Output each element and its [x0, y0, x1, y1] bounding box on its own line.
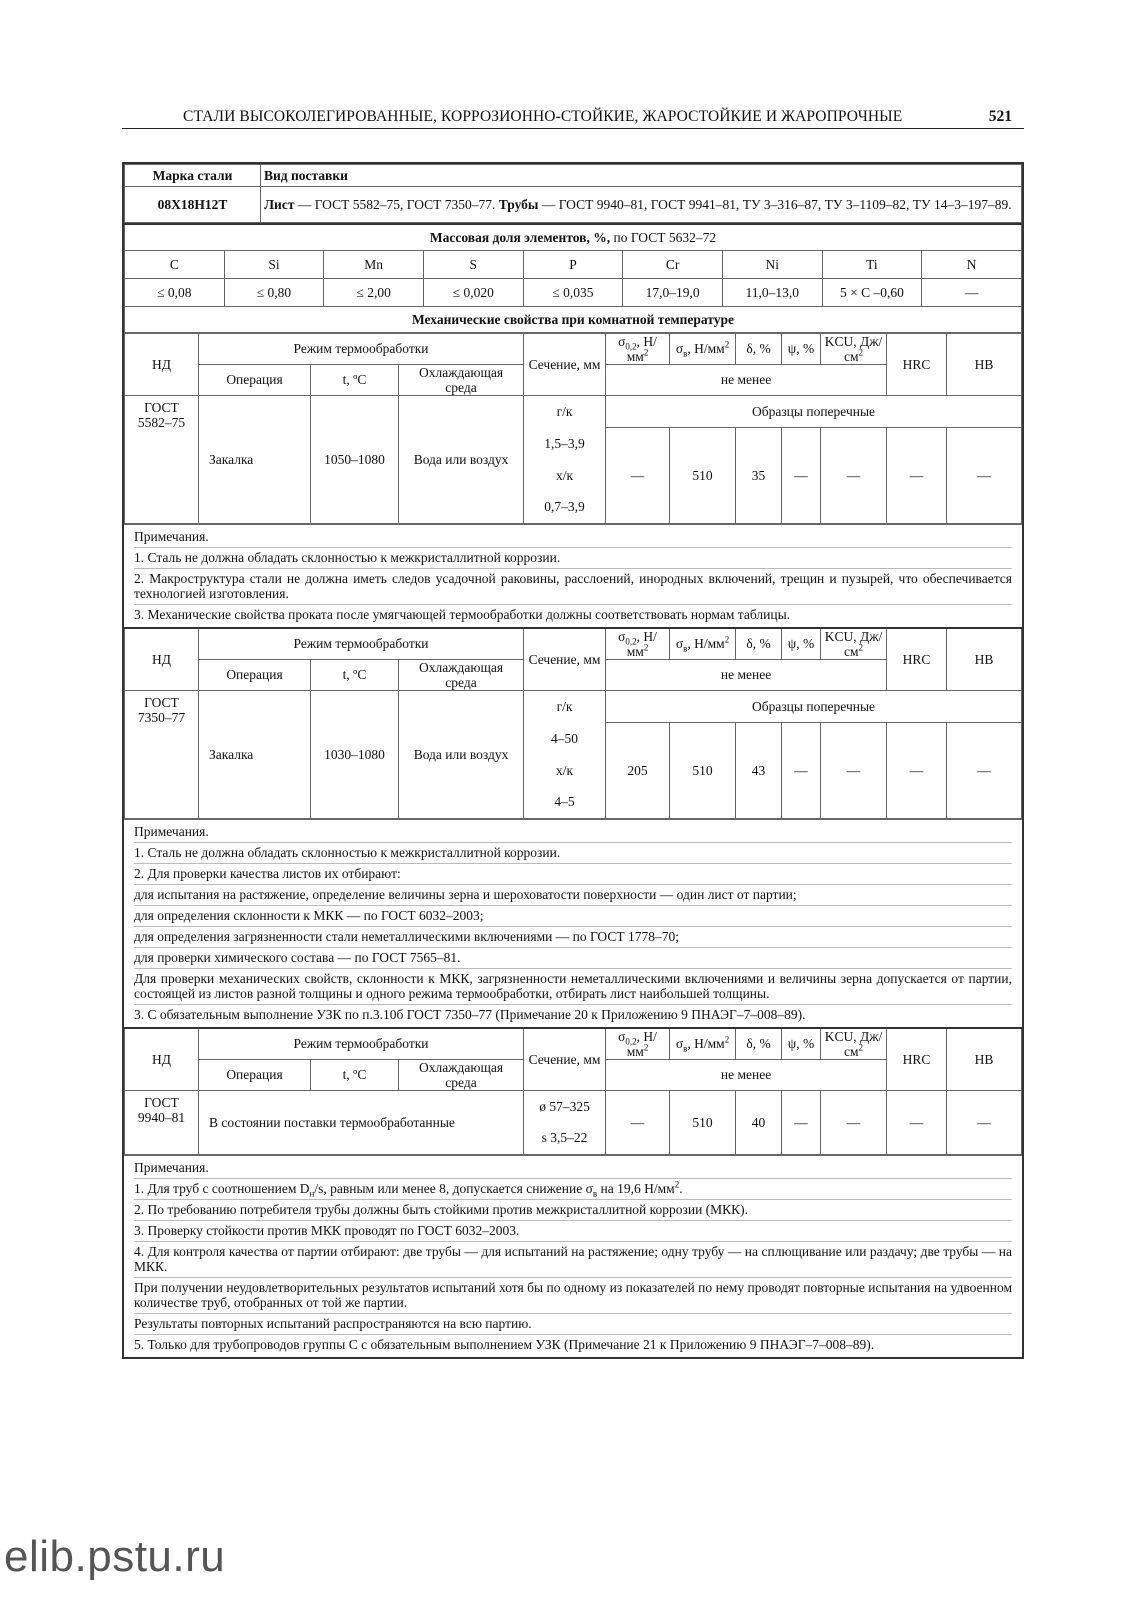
- value-delta: 43: [736, 722, 782, 818]
- nd-value: ГОСТ 9940–81: [125, 1090, 199, 1154]
- supply-label: Вид поставки: [261, 165, 1022, 187]
- col-hrc: HRC: [887, 1028, 947, 1091]
- t-value: 1030–1080: [311, 690, 399, 818]
- note-line: для определения склонности к МКК — по ГОСТ 6032–2003;: [134, 906, 1012, 927]
- col-psi: ψ, %: [782, 333, 821, 364]
- element-cell: C: [125, 250, 225, 278]
- value-kcu: —: [821, 1090, 887, 1154]
- col-cool: Охлаждающая среда: [399, 659, 524, 690]
- col-cool: Охлаждающая среда: [399, 1059, 524, 1090]
- section-value: г/к: [524, 690, 606, 722]
- section-value: ø 57–325: [524, 1090, 606, 1122]
- col-psi: ψ, %: [782, 1028, 821, 1060]
- section-value: г/к: [524, 395, 606, 427]
- note-line: для испытания на растяжение, определение величины зерна и шероховатости поверхности — один лист от партии;: [134, 885, 1012, 906]
- element-cell: Mn: [324, 250, 424, 278]
- section-value: 4–5: [524, 786, 606, 818]
- cool-value: Вода или воздух: [399, 690, 524, 818]
- col-nd: НД: [125, 1028, 199, 1091]
- col-mode: Режим термообработки: [199, 628, 524, 660]
- value-psi: —: [782, 722, 821, 818]
- op-value: Закалка: [199, 690, 311, 818]
- col-nomin: не менее: [606, 364, 887, 395]
- col-t: t, ºC: [311, 1059, 399, 1090]
- notes-5582: [124, 524, 1022, 627]
- element-cell: S: [423, 250, 523, 278]
- value-psi: —: [782, 1090, 821, 1154]
- chem-values-row: [125, 278, 1022, 306]
- value-cell: ≤ 0,035: [523, 278, 623, 306]
- col-sb: $\sigma_в$, $Н/мм^2$: [670, 333, 736, 364]
- grade-value: 08Х18Н12Т: [125, 187, 261, 223]
- note-line: 1. Для труб с соотношением $D_н/s$, равным или менее 8, допускается снижение $\sigma_в$ на 19,6 $Н/мм^2$.: [134, 1179, 1012, 1200]
- value-sb: 510: [670, 722, 736, 818]
- watermark: elib.pstu.ru: [4, 1532, 226, 1581]
- col-nomin: не менее: [606, 1059, 887, 1090]
- note-line: 2. По требованию потребителя трубы должны быть стойкими против межкристаллитной коррозии (МКК).: [134, 1200, 1012, 1221]
- section-value: х/к: [524, 754, 606, 786]
- col-op: Операция: [199, 659, 311, 690]
- col-s02: $\sigma_{0,2}$, $Н/мм^2$: [606, 333, 670, 364]
- section-value: х/к: [524, 459, 606, 491]
- grade-table: [124, 164, 1022, 223]
- col-kcu: KCU, $Дж/см^2$: [821, 628, 887, 660]
- steel-datasheet: [122, 162, 1024, 1359]
- col-hb: НВ: [947, 1028, 1022, 1091]
- note-line: Примечания.: [134, 527, 1012, 548]
- value-hb: —: [947, 722, 1022, 818]
- element-cell: N: [922, 250, 1022, 278]
- running-header: [122, 106, 1024, 129]
- value-kcu: —: [821, 722, 887, 818]
- element-cell: Ni: [722, 250, 822, 278]
- col-t: t, ºC: [311, 659, 399, 690]
- value-sb: 510: [670, 1090, 736, 1154]
- col-op: Операция: [199, 364, 311, 395]
- value-hb: —: [947, 1090, 1022, 1154]
- value-psi: —: [782, 427, 821, 523]
- note-line: 3. Проверку стойкости против МКК проводят по ГОСТ 6032–2003.: [134, 1221, 1012, 1242]
- note-line: 1. Сталь не должна обладать склонностью к межкристаллитной коррозии.: [134, 843, 1012, 864]
- col-s02: $\sigma_{0,2}$, $Н/мм^2$: [606, 628, 670, 660]
- col-delta: δ, %: [736, 333, 782, 364]
- page-number: 521: [988, 108, 1012, 125]
- value-hrc: —: [887, 722, 947, 818]
- value-delta: 40: [736, 1090, 782, 1154]
- col-hb: НВ: [947, 628, 1022, 691]
- note-line: 3. Механические свойства проката после умягчающей термообработки должны соответствовать нормам таблицы.: [134, 606, 791, 622]
- header-title: СТАЛИ ВЫСОКОЛЕГИРОВАННЫЕ, КОРРОЗИОННО-СТОЙКИЕ, ЖАРОСТОЙКИЕ И ЖАРОПРОЧНЫЕ: [183, 108, 903, 125]
- element-cell: Si: [224, 250, 324, 278]
- col-s02: $\sigma_{0,2}$, $Н/мм^2$: [606, 1028, 670, 1060]
- note-line: Для проверки механических свойств, склонности к МКК, загрязненности неметаллическими включениями и величины зерна допускается от партии, состоящей из листов разной толщины и одного режима термообработки, отбирать лист наибольшей толщины.: [134, 969, 1012, 1005]
- value-sb: 510: [670, 427, 736, 523]
- col-kcu: KCU, $Дж/см^2$: [821, 333, 887, 364]
- col-sb: $\sigma_в$, $Н/мм^2$: [670, 1028, 736, 1060]
- value-s02: —: [606, 427, 670, 523]
- samples-label: Образцы поперечные: [606, 395, 1022, 427]
- col-hrc: HRC: [887, 628, 947, 691]
- section-value: 1,5–3,9: [524, 427, 606, 459]
- value-cell: ≤ 2,00: [324, 278, 424, 306]
- value-s02: —: [606, 1090, 670, 1154]
- notes-9940: [124, 1155, 1022, 1357]
- value-hrc: —: [887, 1090, 947, 1154]
- value-cell: 5 × C –0,60: [822, 278, 922, 306]
- col-mode: Режим термообработки: [199, 1028, 524, 1060]
- col-nd: НД: [125, 628, 199, 691]
- mech-table-9940: [124, 1027, 1022, 1155]
- nd-value: ГОСТ 7350–77: [125, 690, 199, 818]
- col-delta: δ, %: [736, 1028, 782, 1060]
- col-section: Сечение, мм: [524, 333, 606, 395]
- note-line: 2. Для проверки качества листов их отбирают:: [134, 864, 1012, 885]
- col-kcu: KCU, $Дж/см^2$: [821, 1028, 887, 1060]
- note-line: 2. Макроструктура стали не должна иметь следов усадочной раковины, расслоений, инородных включений, трещин и пузырей, что обеспечивается технологией изготовления.: [134, 569, 1012, 605]
- value-kcu: —: [821, 427, 887, 523]
- note-line: 4. Для контроля качества от партии отбирают: две трубы — для испытаний на растяжение; одну трубу — на сплющивание или раздачу; две трубы — на МКК.: [134, 1242, 1012, 1278]
- col-section: Сечение, мм: [524, 1028, 606, 1091]
- element-cell: Cr: [623, 250, 723, 278]
- chem-title: Массовая доля элементов, %, по ГОСТ 5632–72: [125, 224, 1022, 250]
- col-nomin: не менее: [606, 659, 887, 690]
- value-hrc: —: [887, 427, 947, 523]
- value-cell: ≤ 0,08: [125, 278, 225, 306]
- element-cell: P: [523, 250, 623, 278]
- mech-table-7350: [124, 627, 1022, 819]
- note-line: 3. С обязательным выполнение УЗК по п.3.10б ГОСТ 7350–77 (Примечание 20 к Приложению 9 ПНАЭГ–7–008–89).: [134, 1006, 806, 1022]
- value-hb: —: [947, 427, 1022, 523]
- value-cell: 17,0–19,0: [623, 278, 723, 306]
- note-line: Примечания.: [134, 1158, 1012, 1179]
- mech-table-5582: [124, 333, 1022, 524]
- note-line: При получении неудовлетворительных результатов испытаний хотя бы по одному из показателей по нему проводят повторные испытания на удвоенном количестве труб, отобранных от той же партии.: [134, 1278, 1012, 1314]
- col-t: t, ºC: [311, 364, 399, 395]
- col-nd: НД: [125, 333, 199, 395]
- value-s02: 205: [606, 722, 670, 818]
- note-line: Примечания.: [134, 822, 1012, 843]
- section-value: s 3,5–22: [524, 1122, 606, 1154]
- note-line: 5. Только для трубопроводов группы С с обязательным выполнением УЗК (Примечание 21 к Приложению 9 ПНАЭГ–7–008–89).: [134, 1336, 875, 1352]
- col-hb: НВ: [947, 333, 1022, 395]
- section-value: 0,7–3,9: [524, 491, 606, 523]
- element-cell: Ti: [822, 250, 922, 278]
- value-cell: 11,0–13,0: [722, 278, 822, 306]
- col-cool: Охлаждающая среда: [399, 364, 524, 395]
- notes-7350: [124, 819, 1022, 1027]
- col-mode: Режим термообработки: [199, 333, 524, 364]
- col-sb: $\sigma_в$, $Н/мм^2$: [670, 628, 736, 660]
- value-cell: ≤ 0,80: [224, 278, 324, 306]
- note-line: 1. Сталь не должна обладать склонностью к межкристаллитной коррозии.: [134, 548, 1012, 569]
- col-op: Операция: [199, 1059, 311, 1090]
- cool-value: Вода или воздух: [399, 395, 524, 523]
- value-cell: ≤ 0,020: [423, 278, 523, 306]
- section-value: 4–50: [524, 722, 606, 754]
- grade-label: Марка стали: [125, 165, 261, 187]
- value-cell: —: [922, 278, 1022, 306]
- op-value: Закалка: [199, 395, 311, 523]
- nd-value: ГОСТ 5582–75: [125, 395, 199, 523]
- samples-label: Образцы поперечные: [606, 690, 1022, 722]
- op-value: В состоянии поставки термообработанные: [199, 1090, 524, 1154]
- col-hrc: HRC: [887, 333, 947, 395]
- t-value: 1050–1080: [311, 395, 399, 523]
- chem-table: [124, 223, 1022, 333]
- note-line: Результаты повторных испытаний распространяются на всю партию.: [134, 1314, 1012, 1335]
- mech-title: Механические свойства при комнатной температуре: [125, 306, 1022, 332]
- col-psi: ψ, %: [782, 628, 821, 660]
- value-delta: 35: [736, 427, 782, 523]
- col-delta: δ, %: [736, 628, 782, 660]
- note-line: для определения загрязненности стали неметаллическими включениями — по ГОСТ 1778–70;: [134, 927, 1012, 948]
- supply-value: Лист — ГОСТ 5582–75, ГОСТ 7350–77. Трубы — ГОСТ 9940–81, ГОСТ 9941–81, ТУ 3–316–87, ТУ 3–1109–82, ТУ 14–3–197–89.: [261, 187, 1022, 223]
- chem-elements-row: [125, 250, 1022, 278]
- note-line: для проверки химического состава — по ГОСТ 7565–81.: [134, 948, 1012, 969]
- col-section: Сечение, мм: [524, 628, 606, 691]
